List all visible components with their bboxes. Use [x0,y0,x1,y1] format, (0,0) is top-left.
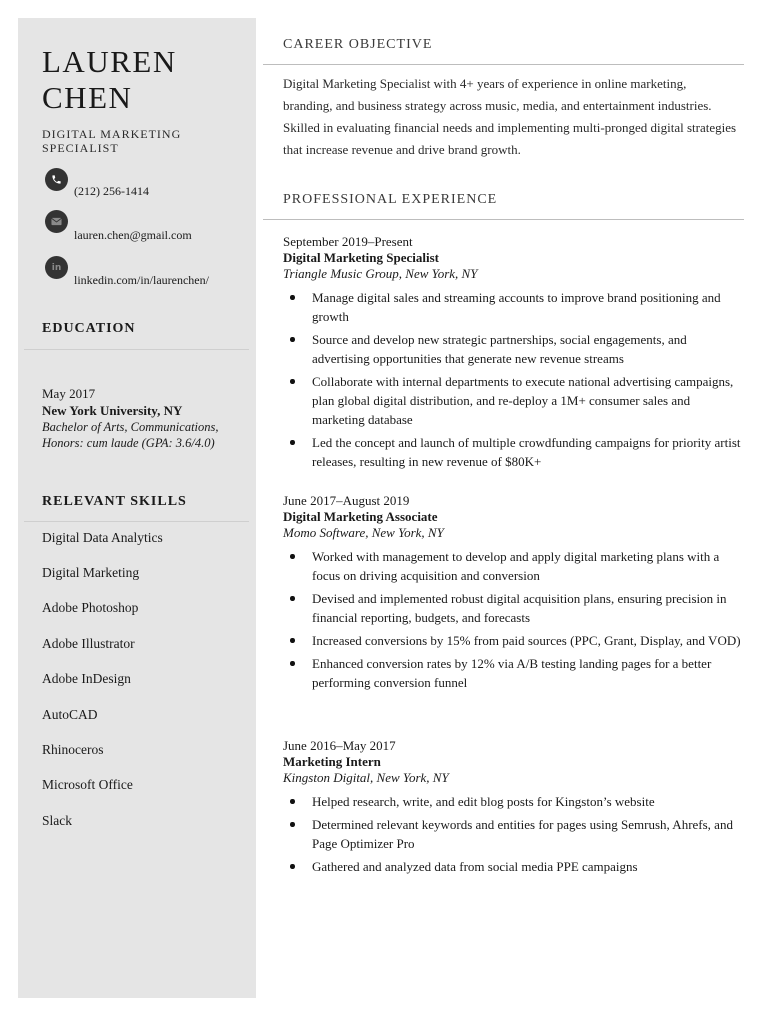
education-degree: Bachelor of Arts, Communications, [42,420,219,434]
job-bullet: Increased conversions by 15% from paid sources (PPC, Grant, Display, and VOD) [312,631,743,650]
job-company: Momo Software, New York, NY [283,525,444,540]
job-entry [283,234,743,475]
phone-icon [45,168,68,191]
education-school: New York University, NY [42,403,183,418]
job-bullet: Worked with management to develop and apply digital marketing plans with a focus on driving acquisition and conversion [312,547,743,585]
job-dates: June 2017–August 2019 [283,493,410,508]
job-bullet: Led the concept and launch of multiple crowdfunding campaigns for priority artist releases, resulting in new revenue of $80K+ [312,433,743,471]
objective-heading: CAREER OBJECTIVE [283,37,433,52]
skill-item: Digital Marketing [42,565,140,580]
education-heading: EDUCATION [42,321,136,336]
job-title: DIGITAL MARKETING SPECIALIST [42,127,182,155]
job-bullet: Collaborate with internal departments to execute national advertising campaigns, plan global digital distribution, and re-deploy a 1M+ consumer sales and marketing database [312,372,743,429]
objective-text: Digital Marketing Specialist with 4+ years of experience in online marketing, branding, and business strategy across music, media, and entertainment industries. Skilled in evaluating financial needs and implementing multi-pronged digital strategies that increase revenue and drive brand growth. [283,76,737,157]
skill-item: Slack [42,813,72,828]
skill-item: Digital Data Analytics [42,530,163,545]
job-bullet: Gathered and analyzed data from social media PPE campaigns [312,857,743,876]
skill-item: Rhinoceros [42,742,104,757]
name-last: CHEN [42,80,133,115]
job-bullets [283,547,743,692]
candidate-name [42,44,177,116]
job-company: Triangle Music Group, New York, NY [283,266,478,281]
experience-divider [263,219,744,220]
job-entry [283,738,743,880]
job-bullet: Determined relevant keywords and entities for pages using Semrush, Ahrefs, and Page Optimizer Pro [312,815,743,853]
skill-item: Adobe Illustrator [42,636,135,651]
education-date: May 2017 [42,386,96,401]
job-entry [283,493,743,696]
sidebar [18,18,256,998]
job-role: Marketing Intern [283,754,381,769]
job-dates: September 2019–Present [283,234,413,249]
job-role: Digital Marketing Associate [283,509,438,524]
experience-heading: PROFESSIONAL EXPERIENCE [283,192,498,207]
education-divider [24,349,249,350]
objective-divider [263,64,744,65]
job-bullet: Source and develop new strategic partnerships, social engagements, and advertising opportunities that generate new revenue streams [312,330,743,368]
skills-divider [24,521,249,522]
email-icon [45,210,68,233]
job-bullet: Helped research, write, and edit blog posts for Kingston’s website [312,792,743,811]
skill-item: Adobe Photoshop [42,600,139,615]
name-first: LAUREN [42,44,177,79]
job-bullet: Manage digital sales and streaming accounts to improve brand positioning and growth [312,288,743,326]
linkedin-icon: in [45,256,68,279]
job-dates: June 2016–May 2017 [283,738,396,753]
skill-item: Microsoft Office [42,777,133,792]
skill-item: AutoCAD [42,707,98,722]
job-bullets [283,288,743,471]
job-bullets [283,792,743,876]
job-company: Kingston Digital, New York, NY [283,770,449,785]
skill-item: Adobe InDesign [42,671,131,686]
job-bullet: Devised and implemented robust digital acquisition plans, ensuring precision in financial reporting, budgets, and forecasts [312,589,743,627]
phone-number[interactable]: (212) 256-1414 [74,184,149,198]
skills-heading: RELEVANT SKILLS [42,494,187,509]
job-bullet: Enhanced conversion rates by 12% via A/B testing landing pages for a better performing conversion funnel [312,654,743,692]
job-role: Digital Marketing Specialist [283,250,439,265]
linkedin-url[interactable]: linkedin.com/in/laurenchen/ [74,273,209,287]
education-honors: Honors: cum laude (GPA: 3.6/4.0) [42,436,215,450]
email-address[interactable]: lauren.chen@gmail.com [74,228,192,242]
